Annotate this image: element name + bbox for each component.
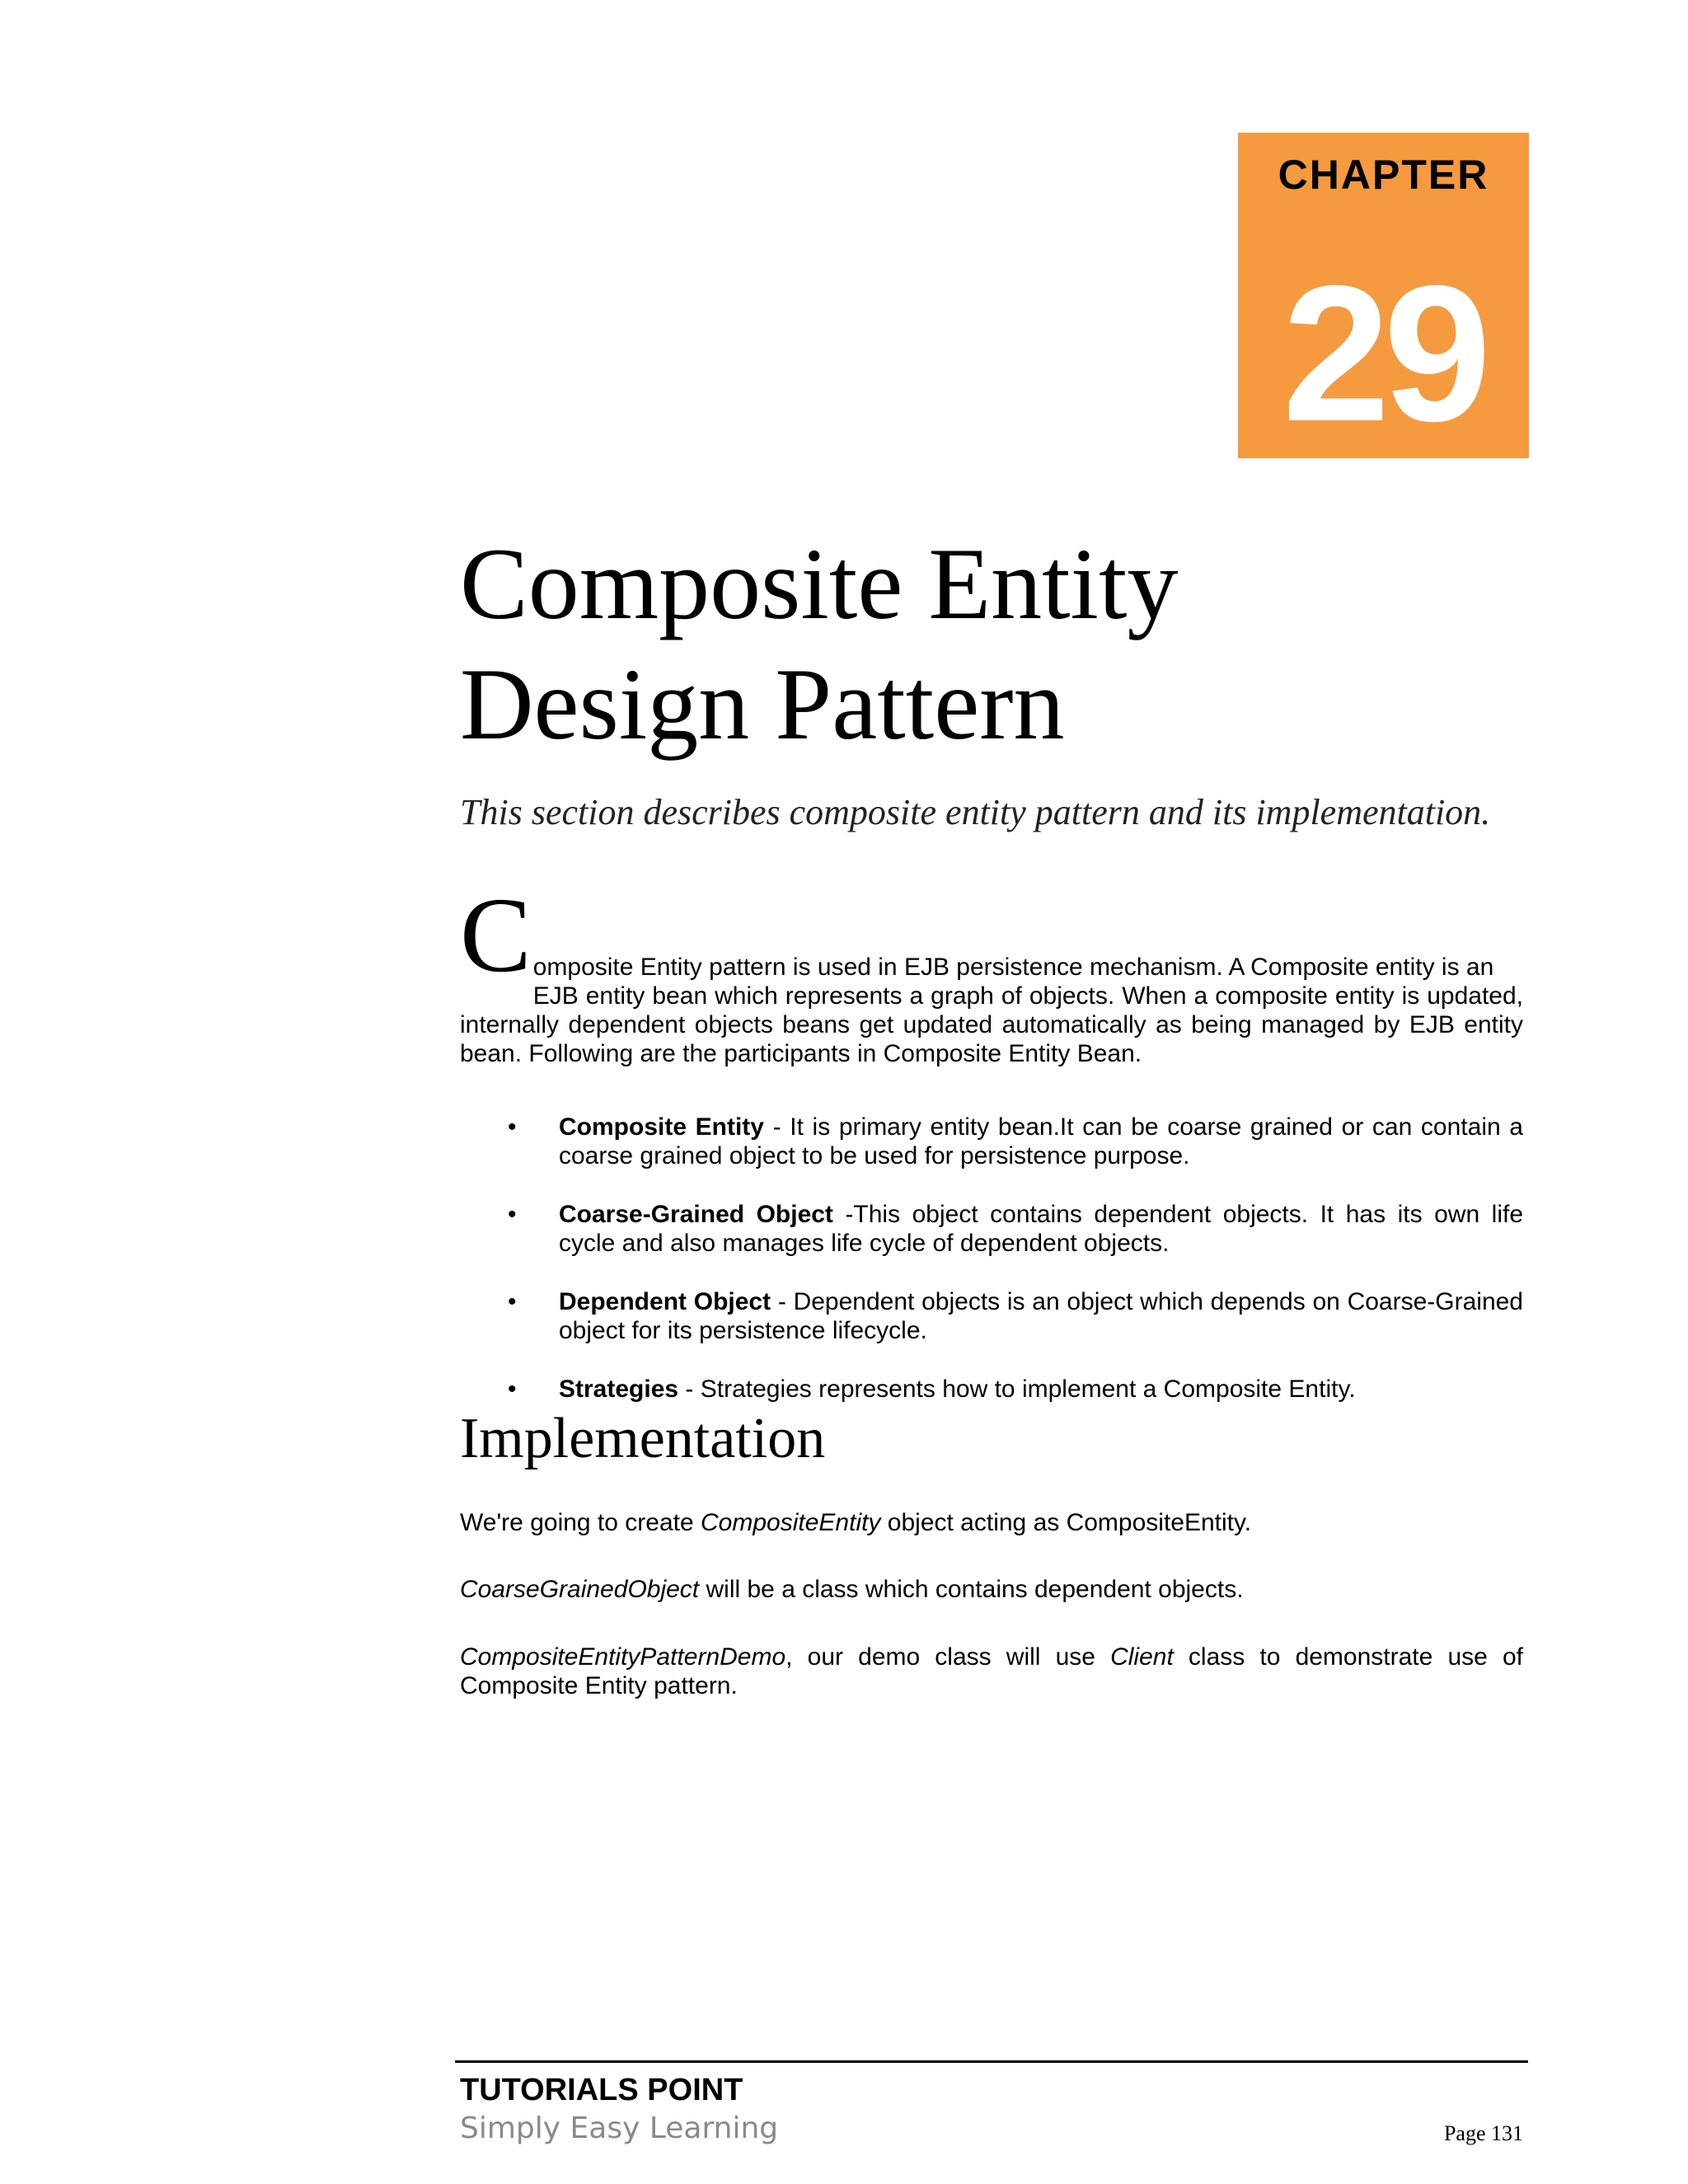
footer-brand: TUTORIALS POINT [460, 2073, 743, 2107]
chapter-label: CHAPTER [1278, 152, 1489, 198]
participant-desc: - Strategies represents how to implement a Composite Entity. [678, 1376, 1356, 1403]
footer-divider [455, 2060, 1528, 2063]
title-line-1: Composite Entity [460, 527, 1179, 640]
bullet-icon: • [508, 1376, 517, 1403]
participant-term: Dependent Object [559, 1288, 771, 1315]
participant-desc: - Dependent objects is an object which depends on Coarse-Grained object for its persistence lifecycle. [559, 1288, 1523, 1344]
text: will be a class which contains dependent objects. [699, 1576, 1244, 1603]
class-name: CompositeEntity [701, 1509, 881, 1536]
class-name: CompositeEntityPatternDemo [460, 1643, 786, 1671]
text: class to demonstrate use of Composite Entity pattern. [460, 1643, 1523, 1699]
section-heading: Implementation [460, 1407, 826, 1470]
participants-list [460, 1113, 1523, 1433]
chapter-number: 29 [1282, 245, 1485, 462]
implementation-paragraph-1 [460, 1508, 1523, 1537]
intro-paragraph [460, 876, 1523, 1068]
chapter-subtitle: This section describes composite entity pattern and its implementation. [460, 792, 1491, 832]
title-line-2: Design Pattern [460, 648, 1065, 761]
list-item [460, 1113, 1523, 1170]
participant-term: Strategies [559, 1376, 679, 1403]
implementation-paragraph-3 [460, 1643, 1523, 1700]
text: object acting as CompositeEntity. [880, 1509, 1252, 1536]
list-item [460, 1200, 1523, 1258]
intro-rest: EJB entity bean which represents a graph of objects. When a composite entity is updated, internally dependent objects beans get updated automatically as being managed by EJB entity bean. Following are the participants in Composite Entity Bean. [460, 982, 1523, 1067]
participant-desc: -This object contains dependent objects. It has its own life cycle and also manages life cycle of dependent objects. [559, 1201, 1524, 1257]
text: We're going to create [460, 1509, 701, 1536]
participant-term: Coarse-Grained Object [559, 1201, 833, 1228]
class-name: Client [1110, 1643, 1174, 1671]
list-item [460, 1287, 1523, 1345]
participant-term: Composite Entity [559, 1113, 764, 1141]
list-item [460, 1375, 1523, 1404]
implementation-paragraph-2 [460, 1575, 1523, 1604]
page-number: Page 131 [1443, 2121, 1523, 2145]
bullet-icon: • [508, 1113, 517, 1141]
footer-tagline: Simply Easy Learning [460, 2111, 779, 2145]
drop-cap: C [460, 876, 532, 995]
chapter-badge [1238, 133, 1529, 462]
text: , our demo class will use [785, 1643, 1111, 1671]
class-name: CoarseGrainedObject [460, 1576, 700, 1603]
page-title [460, 524, 1531, 765]
bullet-icon: • [508, 1288, 517, 1315]
participant-desc: - It is primary entity bean.It can be coarse grained or can contain a coarse grained object to be used for persistence purpose. [559, 1113, 1523, 1169]
bullet-icon: • [508, 1201, 517, 1228]
intro-first-line: omposite Entity pattern is used in EJB persistence mechanism. A Composite entity is an [532, 954, 1494, 981]
